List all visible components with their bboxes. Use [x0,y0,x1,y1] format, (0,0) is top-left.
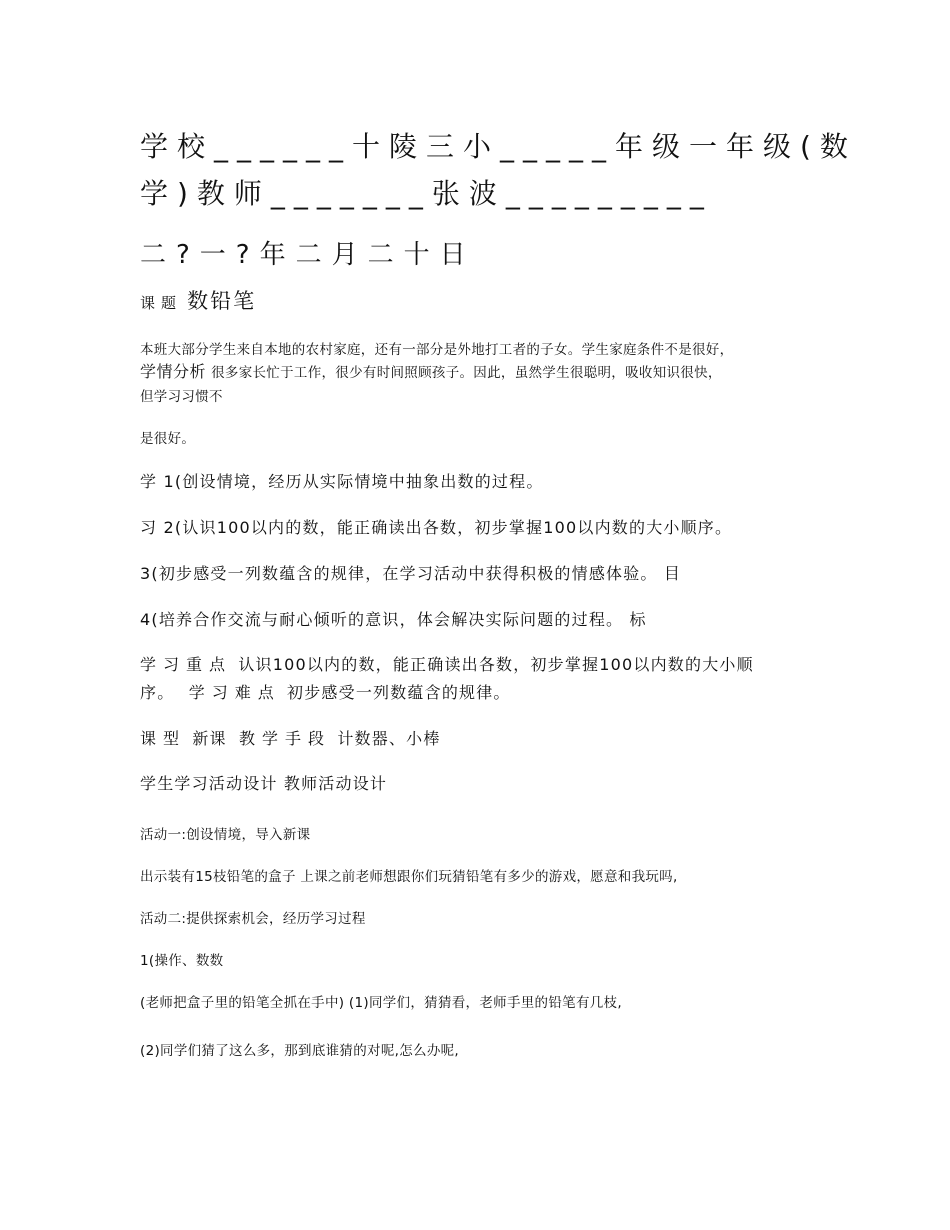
date-line: 二?一?年二月二十日 [140,240,476,270]
analysis-line-2-row [140,359,722,382]
goal-3-label: 目 [663,564,682,583]
goal-1 [140,469,544,492]
key-point [140,652,754,675]
goal-3-text: 3(初步感受一列数蕴含的规律，在学习活动中获得积极的情感体验。 [140,564,658,583]
question-1: (老师把盒子里的铅笔全抓在手中) (1)同学们，猜猜看，老师手里的铅笔有几枝, [140,995,622,1011]
activity-2: 活动二:提供探索机会，经历学习过程 [140,911,366,927]
goal-4-text: 4(培养合作交流与耐心倾听的意识，体会解决实际问题的过程。 [140,610,624,629]
type-row [140,726,441,749]
design-row [140,771,387,794]
goal-3 [140,561,681,584]
key-point-label: 学习重点 [140,655,233,674]
activity-1: 活动一:创设情境，导入新课 [140,827,311,843]
difficulty-row [140,680,511,703]
header-line-2: 学)教师_______张波_________ [140,177,713,210]
goal-2 [140,515,732,538]
goal-2-text: 2(认识100以内的数，能正确读出各数，初步掌握100以内数的大小顺序。 [163,518,733,537]
analysis-line-3: 但学习习惯不 [140,389,223,405]
topic-row [140,285,256,315]
key-point-text: 认识100以内的数，能正确读出各数，初步掌握100以内数的大小顺 [238,655,754,674]
goal-4-label: 标 [629,610,647,629]
analysis-line-4: 是很好。 [140,431,196,447]
goal-2-label: 习 [140,518,158,537]
analysis-line-1: 本班大部分学生来自本地的农村家庭，还有一部分是外地打工者的子女。学生家庭条件不是很好， [140,342,734,358]
goal-4 [140,607,647,630]
means-value: 计数器、小棒 [337,729,441,748]
topic-value: 数铅笔 [187,289,257,313]
difficulty-text: 初步感受一列数蕴含的规律。 [287,683,511,702]
goal-1-label: 学 [140,472,158,491]
header-line-1: 学校______十陵三小_____年级一年级(数 [140,130,857,163]
analysis-line-2: 很多家长忙于工作，很少有时间照顾孩子。因此，虽然学生很聪明，吸收知识很快， [211,365,722,381]
teacher-design-label: 教师活动设计 [283,774,388,793]
key-point-text-2: 序。 [140,683,175,702]
topic-label: 课题 [140,294,183,312]
analysis-label: 学情分析 [140,362,207,381]
type-value: 新课 [192,729,227,748]
operate-count: 1(操作、数数 [140,953,224,969]
goal-1-text: 1(创设情境，经历从实际情境中抽象出数的过程。 [163,472,544,491]
question-2: (2)同学们猜了这么多，那到底谁猜的对呢,怎么办呢, [140,1043,460,1059]
difficulty-label: 学习难点 [188,683,281,702]
means-label: 教学手段 [239,729,332,748]
type-label: 课型 [140,729,187,748]
show-box: 出示装有15枝铅笔的盒子 上课之前老师想跟你们玩猜铅笔有多少的游戏，愿意和我玩吗, [140,869,678,885]
student-design-label: 学生学习活动设计 [140,774,278,793]
